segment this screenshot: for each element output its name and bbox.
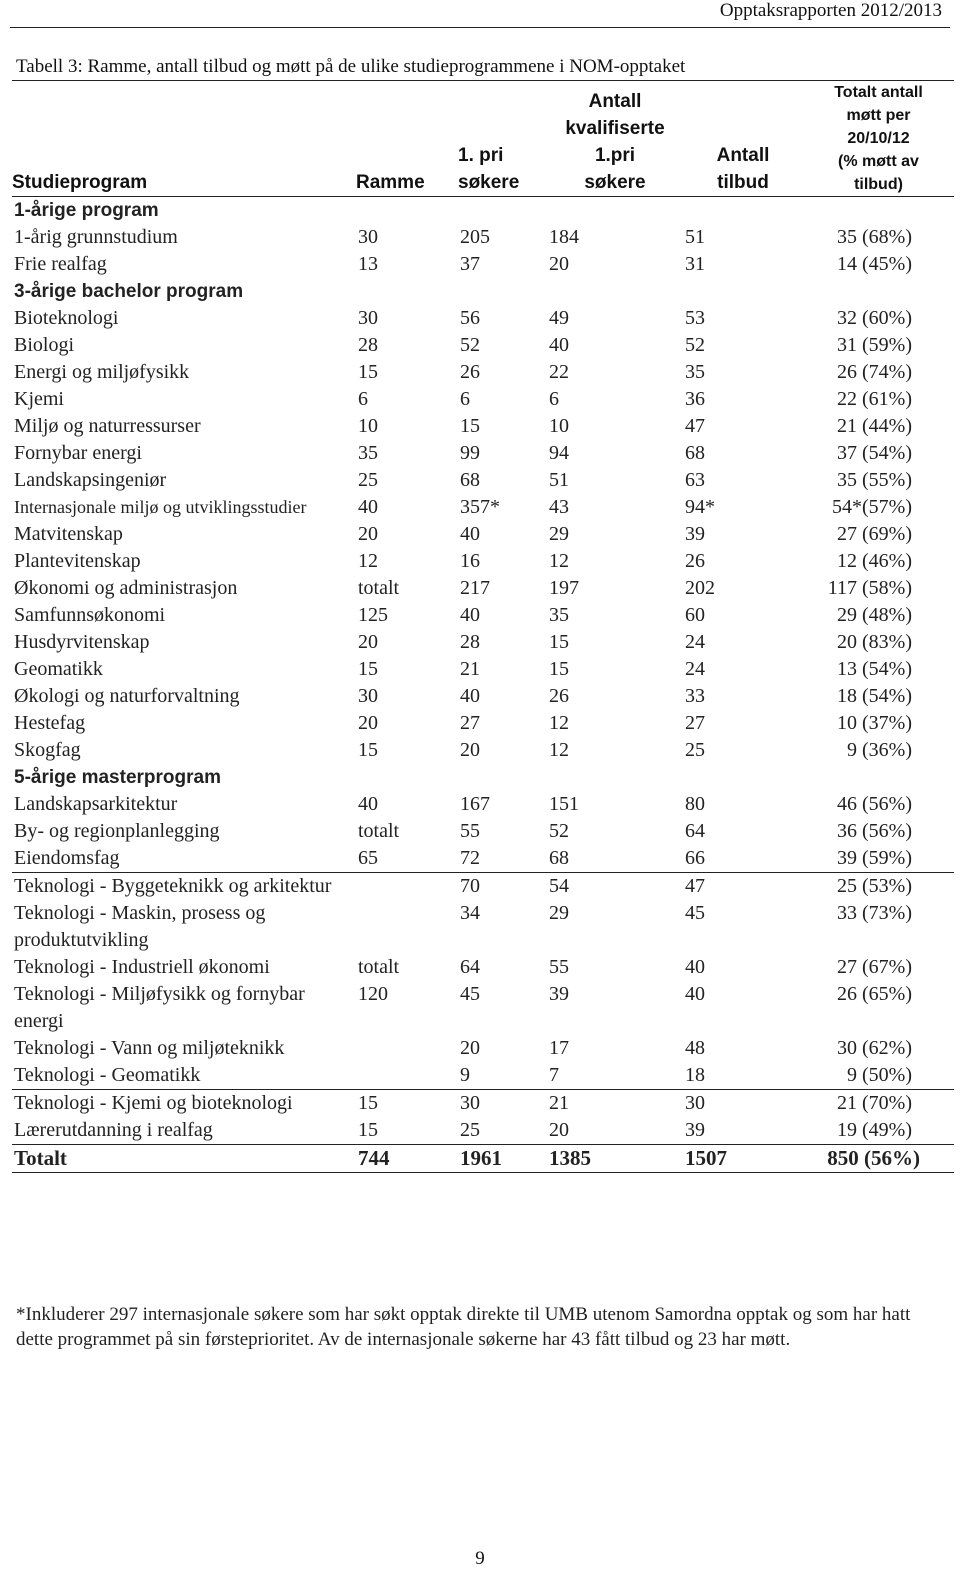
table-cell: 20 [549,1119,569,1141]
column-header: Ramme [356,172,425,193]
table-row [12,440,954,467]
table-cell: 120 [358,983,388,1005]
table-cell: 94* [685,496,715,518]
table-cell: Internasjonale miljø og utviklingsstudier [14,497,307,517]
table-cell: 13 [358,253,378,275]
table-cell: 29 [549,902,569,924]
table-cell: Husdyrvitenskap [14,631,150,653]
table-cell: Teknologi - Geomatikk [14,1064,201,1086]
table-cell: 197 [549,577,579,599]
table-cell: 19 (49%) [837,1119,912,1141]
table-cell: 55 [460,820,480,842]
table-cell: 30 (62%) [837,1037,912,1059]
table-cell: 10 [358,415,378,437]
table-cell: Plantevitenskap [14,550,141,572]
table-cell: totalt [358,956,400,978]
table-cell: 40 [358,496,378,518]
table-cell: 53 [685,307,705,329]
table-cell: 46 (56%) [837,793,912,815]
table-cell: By- og regionplanlegging [14,820,220,842]
table-cell: 18 (54%) [837,685,912,707]
table-cell: 40 [460,604,480,626]
table-cell: 51 [549,469,569,491]
table-cell: 45 [685,902,705,924]
table-cell: 40 [358,793,378,815]
table-cell: 24 [685,658,705,680]
table-cell: Landskapsingeniør [14,469,167,491]
table-cell: 125 [358,604,388,626]
table-cell: 68 [460,469,480,491]
table-cell: 7 [549,1064,559,1086]
admissions-table-container [12,80,954,1173]
table-cell: 15 [358,658,378,680]
table-cell: 26 [549,685,569,707]
table-row [12,1035,954,1062]
table-cell: 12 [549,739,569,761]
table-cell: 28 [460,631,480,653]
table-row [12,224,954,251]
table-cell: 66 [685,847,705,869]
table-cell: 29 (48%) [837,604,912,626]
footnote: *Inkluderer 297 internasjonale søkere som har søkt opptak direkte til UMB utenom Samordna opptak og som har hatt dette programmet på sin førsteprioritet. Av de internasjonale søkerne har 43 fått tilbud og 23 har møtt. [16,1304,911,1350]
table-cell: 35 (55%) [837,469,912,491]
table-cell: 52 [549,820,569,842]
table-cell: 205 [460,226,490,248]
table-cell: 12 [549,550,569,572]
table-cell: 6 [358,388,368,410]
table-row [12,981,954,1035]
table-cell: 14 (45%) [837,253,912,275]
table-row [12,1062,954,1090]
table-cell: 31 (59%) [837,334,912,356]
table-cell: 30 [358,307,378,329]
total-row [12,1145,954,1173]
table-cell: 48 [685,1037,705,1059]
column-header: 1. pri søkere [458,145,520,193]
table-cell: Bioteknologi [14,307,119,329]
table-cell: 17 [549,1037,569,1059]
table-cell: 52 [685,334,705,356]
total-cell: 1961 [458,1145,547,1173]
table-cell: 26 [685,550,705,572]
table-cell: Landskapsarkitektur [14,793,178,815]
table-row [12,386,954,413]
table-cell: 40 [549,334,569,356]
table-cell: Hestefag [14,712,86,734]
table-cell: 39 [549,983,569,1005]
table-cell: 35 [549,604,569,626]
table-cell: 63 [685,469,705,491]
table-cell: 37 (54%) [837,442,912,464]
table-cell: 36 (56%) [837,820,912,842]
table-cell: totalt [358,577,400,599]
table-row [12,656,954,683]
table-cell: 34 [460,902,480,924]
table-cell: 37 [460,253,480,275]
table-cell: 72 [460,847,480,869]
table-cell [356,873,458,901]
table-row [12,900,954,954]
table-cell: 22 [549,361,569,383]
table-cell: 65 [358,847,378,869]
report-title: Opptaksrapporten 2012/2013 [719,0,942,21]
table-cell: 9 (50%) [847,1064,912,1086]
table-cell: 35 [685,361,705,383]
table-cell: 33 [685,685,705,707]
table-row [12,683,954,710]
table-cell: 184 [549,226,579,248]
table-cell: Økonomi og administrasjon [14,577,238,599]
table-cell: 25 (53%) [803,873,954,901]
table-row [12,359,954,386]
table-row [12,1090,954,1118]
table-cell: 15 [460,415,480,437]
table-cell: Lærerutdanning i realfag [14,1119,213,1141]
table-cell: 18 [685,1064,705,1086]
table-cell: 27 [460,712,480,734]
table-cell: 64 [685,820,705,842]
table-cell: 47 [683,873,803,901]
table-row [12,602,954,629]
table-cell: 32 (60%) [837,307,912,329]
table-cell: 26 [460,361,480,383]
section-row [12,278,954,305]
table-cell: 47 [685,415,705,437]
table-cell: 21 (44%) [837,415,912,437]
table-cell: 10 [549,415,569,437]
table-cell: 80 [685,793,705,815]
column-header: Antall tilbud [716,145,770,193]
section-heading: 3-årige bachelor program [14,281,244,302]
table-row [12,413,954,440]
table-cell: Samfunnsøkonomi [14,604,166,626]
table-cell: 68 [685,442,705,464]
table-cell: totalt [358,820,400,842]
table-cell: 51 [685,226,705,248]
table-cell [356,900,458,954]
table-row [12,710,954,737]
table-cell: 43 [549,496,569,518]
table-cell: Teknologi - Vann og miljøteknikk [14,1037,285,1059]
table-cell: Teknologi - Byggeteknikk og arkitektur [12,873,356,901]
table-cell: Kjemi [14,388,64,410]
table-cell: 151 [549,793,579,815]
table-cell: 49 [549,307,569,329]
table-cell: 39 [685,1119,705,1141]
table-row [12,548,954,575]
table-cell: 24 [685,631,705,653]
table-body [12,197,954,1173]
table-cell: 31 [685,253,705,275]
section-heading: 5-årige masterprogram [14,767,221,788]
table-cell: 167 [460,793,490,815]
table-cell: 357* [460,496,500,518]
table-cell: Økologi og naturforvaltning [14,685,240,707]
table-cell: Teknologi - Industriell økonomi [14,956,270,978]
section-heading: 1-årige program [14,200,159,221]
table-cell: Fornybar energi [14,442,142,464]
table-cell: 20 [460,1037,480,1059]
table-cell: 202 [685,577,715,599]
table-cell: 33 (73%) [837,902,912,924]
table-cell: 30 [458,1090,547,1118]
table-cell: 21 [460,658,480,680]
column-header: Totalt antall møtt per 20/10/12 (% møtt av tilbud) [834,84,923,193]
table-row [12,818,954,845]
table-cell: 56 [460,307,480,329]
table-cell: 117 (58%) [827,577,912,599]
table-row [12,305,954,332]
table-cell: 20 (83%) [837,631,912,653]
table-cell: 45 [460,983,480,1005]
table-row [12,332,954,359]
table-cell: 40 [460,685,480,707]
table-cell: 20 [549,253,569,275]
header-divider [10,27,950,28]
table-cell: 217 [460,577,490,599]
table-cell: 15 [549,631,569,653]
table-cell: Teknologi - Miljøfysikk og fornybar energi [14,983,305,1032]
table-cell: 35 (68%) [837,226,912,248]
table-cell: 60 [685,604,705,626]
table-cell: 10 (37%) [837,712,912,734]
table-cell: 21 (70%) [803,1090,954,1118]
total-cell: 1385 [547,1145,683,1173]
table-cell: 25 [358,469,378,491]
table-row [12,1117,954,1145]
table-cell: Skogfag [14,739,81,761]
table-cell: 94 [549,442,569,464]
table-cell: 39 [685,523,705,545]
table-cell: 15 [356,1090,458,1118]
table-cell: 16 [460,550,480,572]
table-cell: 20 [358,631,378,653]
table-row [12,467,954,494]
total-cell: 744 [356,1145,458,1173]
table-cell: Geomatikk [14,658,103,680]
table-caption: Tabell 3: Ramme, antall tilbud og møtt på de ulike studieprogrammene i NOM-opptaket [16,56,686,77]
table-cell: Frie realfag [14,253,107,275]
table-row [12,954,954,981]
table-cell: 30 [683,1090,803,1118]
table-cell: 99 [460,442,480,464]
table-cell: Teknologi - Kjemi og bioteknologi [12,1090,356,1118]
table-cell: 6 [549,388,559,410]
table-cell: 29 [549,523,569,545]
page-number: 9 [475,1548,485,1569]
admissions-table [12,80,954,1173]
table-row [12,494,954,521]
table-cell: 15 [358,739,378,761]
table-cell: 15 [358,361,378,383]
total-cell: 850 (56%) [803,1145,954,1173]
section-row [12,764,954,791]
table-cell: 13 (54%) [837,658,912,680]
table-cell: 30 [358,685,378,707]
table-cell: 20 [358,523,378,545]
table-cell: 40 [685,983,705,1005]
table-header [12,81,954,197]
table-cell: 68 [549,847,569,869]
table-row [12,737,954,764]
table-cell: 26 (74%) [837,361,912,383]
table-cell: 20 [460,739,480,761]
section-row [12,197,954,225]
table-cell: Matvitenskap [14,523,123,545]
table-cell: 25 [460,1119,480,1141]
table-cell: 9 (36%) [847,739,912,761]
table-cell: 25 [685,739,705,761]
table-cell: 54*(57%) [832,496,912,518]
table-cell: Teknologi - Maskin, prosess og produktutvikling [14,902,266,951]
table-cell: 9 [460,1064,470,1086]
table-cell: 52 [460,334,480,356]
table-cell [356,1035,458,1062]
table-cell: 36 [685,388,705,410]
table-cell: 28 [358,334,378,356]
table-cell: Eiendomsfag [14,847,120,869]
table-cell: 6 [460,388,470,410]
table-row [12,845,954,873]
table-cell: 12 [549,712,569,734]
column-header: Antall kvalifiserte 1.pri søkere [565,91,665,193]
table-cell: 26 (65%) [837,983,912,1005]
table-cell: 20 [358,712,378,734]
table-cell: 21 [547,1090,683,1118]
table-cell: 55 [549,956,569,978]
table-row [12,629,954,656]
table-row [12,873,954,901]
table-cell: 27 (67%) [837,956,912,978]
table-row [12,521,954,548]
table-cell: 22 (61%) [837,388,912,410]
table-cell: Miljø og naturressurser [14,415,201,437]
table-cell: 12 [358,550,378,572]
table-cell: 12 (46%) [837,550,912,572]
table-cell: 40 [685,956,705,978]
table-cell: 27 (69%) [837,523,912,545]
table-cell: 70 [458,873,547,901]
table-row [12,251,954,278]
total-cell: 1507 [683,1145,803,1173]
table-cell [356,1062,458,1090]
table-row [12,791,954,818]
table-cell: 1-årig grunnstudium [14,226,178,248]
column-header: Studieprogram [12,172,148,193]
table-row [12,575,954,602]
total-cell: Totalt [12,1145,356,1173]
table-cell: 35 [358,442,378,464]
table-cell: 15 [358,1119,378,1141]
table-cell: Biologi [14,334,75,356]
table-cell: 39 (59%) [837,847,912,869]
table-cell: 40 [460,523,480,545]
table-cell: Energi og miljøfysikk [14,361,190,383]
table-cell: 64 [460,956,480,978]
table-cell: 27 [685,712,705,734]
table-cell: 15 [549,658,569,680]
table-cell: 30 [358,226,378,248]
table-cell: 54 [547,873,683,901]
